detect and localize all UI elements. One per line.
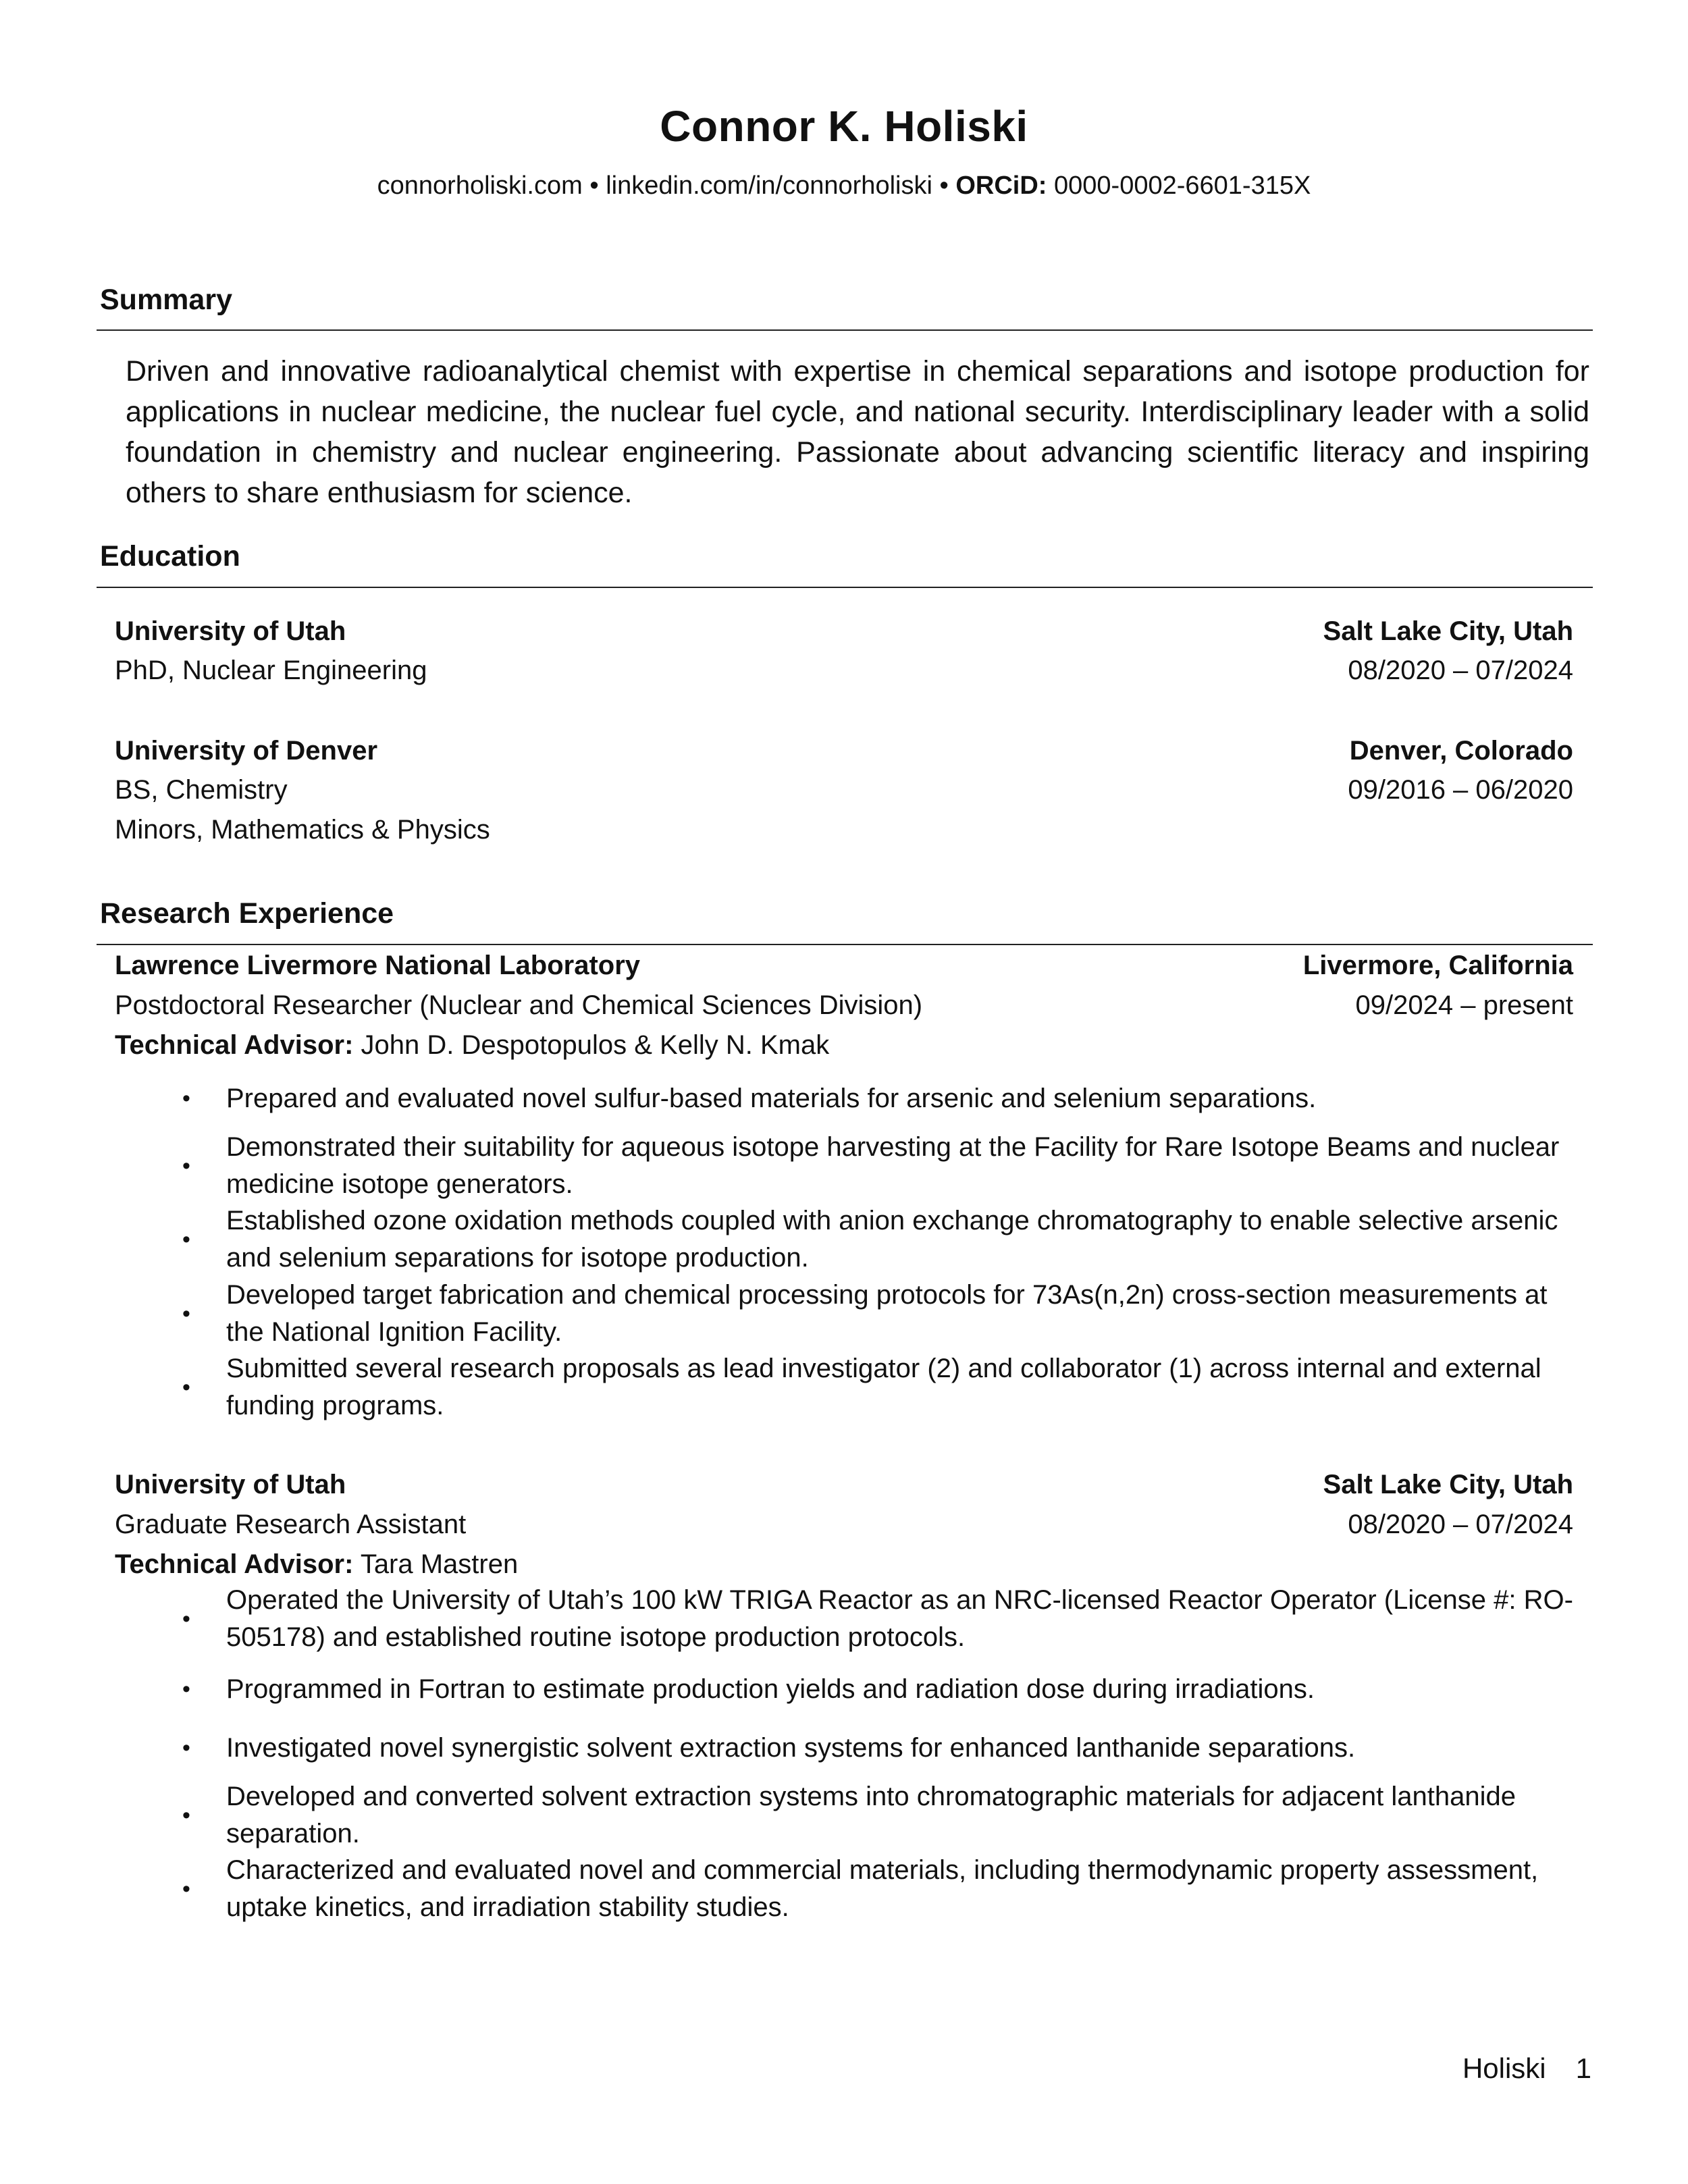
bullet-icon: •: [182, 1735, 190, 1761]
minors: Minors, Mathematics & Physics: [115, 815, 490, 845]
institution-location: Salt Lake City, Utah: [1323, 616, 1573, 646]
advisor-names: Tara Mastren: [360, 1549, 519, 1579]
date-range: 09/2016 – 06/2020: [1348, 775, 1573, 805]
separator: •: [939, 171, 949, 200]
advisor-label: Technical Advisor:: [115, 1549, 354, 1579]
page-number: 1: [1575, 2052, 1591, 2084]
bullet-icon: •: [182, 1876, 190, 1902]
section-title-research: Research Experience: [100, 897, 394, 930]
degree: BS, Chemistry: [115, 775, 288, 805]
institution-location: Livermore, California: [1302, 951, 1573, 980]
role-title: Graduate Research Assistant: [115, 1510, 467, 1539]
bullet-icon: •: [182, 1676, 190, 1702]
bullet-icon: •: [182, 1301, 190, 1327]
research-entry-header: [115, 1465, 1573, 1504]
degree: PhD, Nuclear Engineering: [115, 656, 427, 685]
research-entry-advisor: [115, 1026, 1573, 1065]
date-range: 08/2020 – 07/2024: [1348, 656, 1573, 685]
institution-name: Lawrence Livermore National Laboratory: [115, 951, 641, 980]
research-entry-role: [115, 1505, 1573, 1544]
orcid-id: 0000-0002-6601-315X: [1054, 171, 1311, 200]
section-title-education: Education: [100, 540, 240, 572]
website-link[interactable]: connorholiski.com: [377, 171, 583, 200]
orcid-label: ORCiD:: [955, 171, 1047, 200]
advisor-label: Technical Advisor:: [115, 1030, 354, 1060]
institution-location: Denver, Colorado: [1349, 736, 1573, 766]
research-entry-advisor: [115, 1545, 1573, 1584]
bullet-icon: •: [182, 1803, 190, 1828]
section-divider: [97, 329, 1593, 331]
candidate-name: Connor K. Holiski: [660, 102, 1028, 151]
contact-line: [0, 171, 1688, 201]
page-footer: [1462, 2052, 1591, 2085]
resume-page: Connor K. Holiski connorholiski.com • linkedin.com/in/connorholiski • ORCiD: 0000-0002-6601-315X Summary Driven and innovative radioanalytical chemist with expertise in chemical separations and isotope production for applications in nuclear medicine, the nuclear fuel cycle, and national security. Interdisciplinary leader with a solid foundation in chemistry and nuclear engineering. Passionate about advancing scientific literacy and inspiring others to share enthusiasm for science. Education University of Utah Salt Lake City, Utah PhD, Nuclear Engineering 08/2020 – 07/2024 University of Denver Denver, Colorado BS, Chemistry 09/2016 – 06/2020 Minors, Mathematics & Physics Research Experience Lawrence Livermore National Laboratory Livermore, California Postdoctoral Researcher (Nuclear and Chemical Sciences Division) 09/2024 – present Technical Advisor: John D. Despotopulos & Kelly N. Kmak • Prepared and evaluated novel sulfur-based materials for arsenic and selenium separations. • Demonstrated their suitability for aqueous isotope harvesting at the Facility for Rare Isotope Beams and nuclear medicine isotope generators. • Established ozone oxidation methods coupled with anion exchange chromatography to enable selective arsenic and selenium separations for isotope production. • Developed target fabrication and chemical processing protocols for 73As(n,2n) cross-section measurements at the National Ignition Facility. • Submitted several research proposals as lead investigator (2) and collaborator (1) across internal and external funding programs. University of Utah Salt Lake City, Utah Graduate Research Assistant 08/2020 – 07/2024 Technical Advisor: Tara Mastren • Operated the University of Utah’s 100 kW TRIGA Reactor as an NRC-licensed Reactor Operator (License #: RO-505178) and established routine isotope production protocols. • Programmed in Fortran to estimate production yields and radiation dose during irradiations. • Investigated novel synergistic solvent extraction systems for enhanced lanthanide separations. • Developed and converted solvent extraction systems into chromatographic materials for adjacent lanthanide separation. • Characterized and evaluated novel and commercial materials, including thermodynamic property assessment, uptake kinetics, and irradiation stability studies. Holiski 1: [0, 0, 1688, 2184]
bullet-icon: •: [182, 1153, 190, 1179]
education-entry-header: [115, 612, 1573, 651]
research-entry-role: [115, 986, 1573, 1025]
education-minors: [115, 810, 1573, 849]
education-entry-detail: [115, 770, 1573, 809]
institution-name: University of Denver: [115, 736, 378, 766]
date-range: 09/2024 – present: [1355, 990, 1573, 1020]
education-entry-header: [115, 731, 1573, 770]
role-title: Postdoctoral Researcher (Nuclear and Chemical Sciences Division): [115, 990, 923, 1020]
bullet-icon: •: [182, 1227, 190, 1252]
advisor-names: John D. Despotopulos & Kelly N. Kmak: [361, 1030, 830, 1060]
linkedin-link[interactable]: linkedin.com/in/connorholiski: [606, 171, 932, 200]
separator: •: [589, 171, 599, 200]
summary-text: Driven and innovative radioanalytical chemist with expertise in chemical separations and isotope production for applications in nuclear medicine, the nuclear fuel cycle, and national security. Interdisciplinary leader with a solid foundation in chemistry and nuclear engineering. Passionate about advancing scientific literacy and inspiring others to share enthusiasm for science.: [126, 355, 1589, 509]
institution-name: University of Utah: [115, 616, 346, 646]
bullet-icon: •: [182, 1086, 190, 1111]
bullet-icon: •: [182, 1606, 190, 1632]
institution-location: Salt Lake City, Utah: [1323, 1470, 1573, 1499]
institution-name: University of Utah: [115, 1470, 346, 1499]
section-title-summary: Summary: [100, 284, 232, 316]
education-entry-detail: [115, 651, 1573, 690]
footer-surname: Holiski: [1462, 2052, 1546, 2084]
research-entry-header: [115, 946, 1573, 985]
section-divider: [97, 587, 1593, 588]
section-divider: [97, 944, 1593, 945]
date-range: 08/2020 – 07/2024: [1348, 1510, 1573, 1539]
bullet-icon: •: [182, 1375, 190, 1400]
